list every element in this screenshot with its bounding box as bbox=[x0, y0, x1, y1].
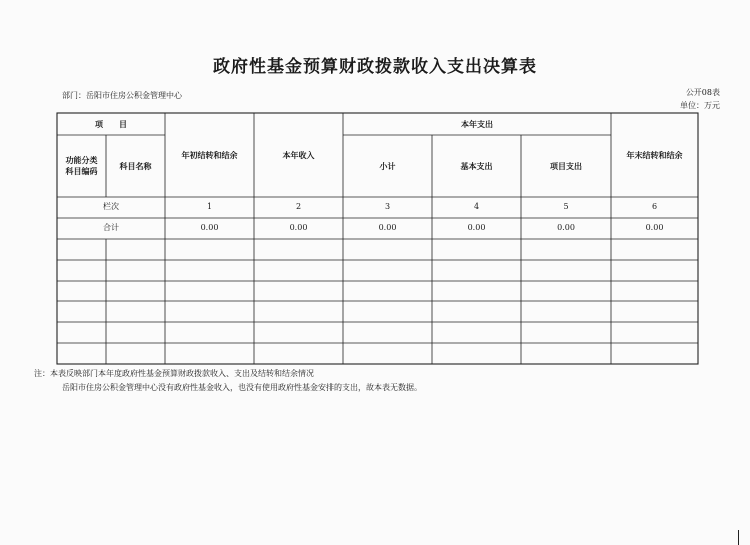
header-basic-expense: 基本支出 bbox=[460, 160, 493, 171]
header-year-expense: 本年支出 bbox=[461, 118, 493, 129]
page-title: 政府性基金预算财政拨款收入支出决算表 bbox=[213, 57, 537, 77]
total-cell: 0.00 bbox=[557, 223, 575, 233]
header-subtotal: 小计 bbox=[379, 160, 396, 171]
header-subject-name: 科目名称 bbox=[119, 160, 152, 171]
column-number-cell: 6 bbox=[651, 202, 658, 212]
header-begin-balance: 年初结转和结余 bbox=[181, 149, 238, 160]
note-line-2: 岳阳市住房公积金管理中心没有政府性基金收入，也没有使用政府性基金安排的支出，故本表无数据。 bbox=[62, 383, 422, 392]
total-cell: 0.00 bbox=[200, 223, 219, 233]
total-cell: 0.00 bbox=[378, 223, 397, 233]
header-func-code: 功能分类 科目编码 bbox=[65, 155, 98, 176]
column-number-cell: 2 bbox=[295, 202, 302, 212]
column-number-cell: 5 bbox=[563, 202, 569, 212]
column-number-cell: 3 bbox=[384, 202, 391, 212]
unit-label: 单位：万元 bbox=[680, 101, 720, 110]
scan-edge-mark bbox=[738, 530, 739, 545]
total-cell: 0.00 bbox=[645, 223, 664, 233]
row-label-column-number: 栏次 bbox=[103, 202, 119, 212]
form-number: 公开08表 bbox=[685, 88, 720, 97]
total-cell: 0.00 bbox=[289, 223, 308, 233]
header-end-balance: 年末结转和结余 bbox=[626, 149, 683, 160]
department-label: 部门：岳阳市住房公积金管理中心 bbox=[62, 91, 182, 100]
column-number-cell: 1 bbox=[206, 202, 213, 212]
row-label-total: 合计 bbox=[103, 223, 119, 233]
note-line-1: 注：本表反映部门本年度政府性基金预算财政拨款收入、支出及结转和结余情况 bbox=[34, 369, 314, 378]
total-cell: 0.00 bbox=[467, 223, 486, 233]
header-project-expense: 项目支出 bbox=[550, 160, 582, 171]
header-year-income: 本年收入 bbox=[282, 149, 315, 160]
column-number-cell: 4 bbox=[473, 202, 480, 212]
header-xiangmu: 项 目 bbox=[95, 118, 127, 129]
